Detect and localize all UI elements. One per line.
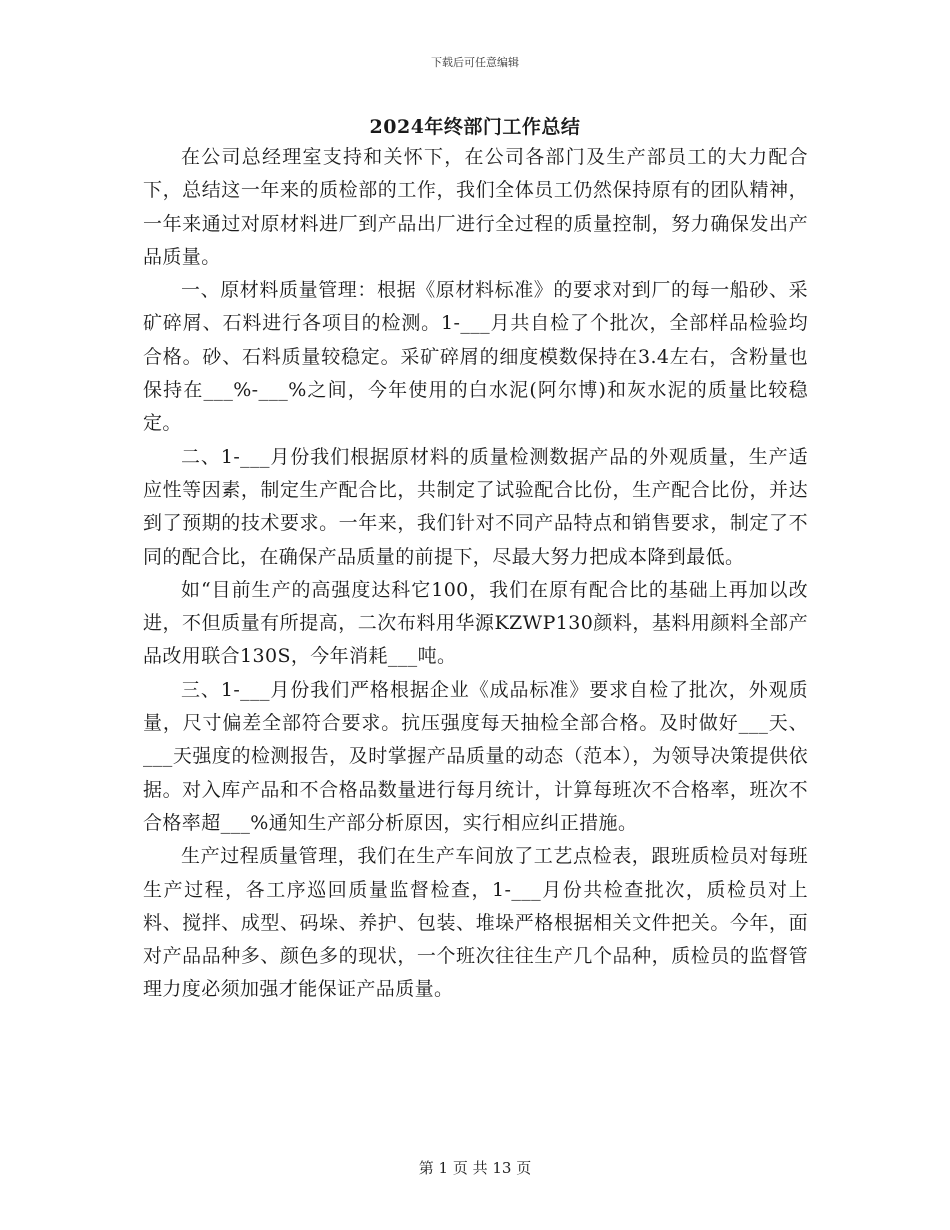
paragraph-raw-materials: 一、原材料质量管理：根据《原材料标准》的要求对到厂的每一船砂、采矿碎屑、石料进行各项目的检测。1-___月共自检了个批次，全部样品检验均合格。砂、石料质量较稳定。采矿碎屑的细度模数保持在3.4左右，含粉量也保持在___%-___%之间，今年使用的白水泥(阿尔博)和灰水泥的质量比较稳定。 <box>143 279 808 435</box>
page-number: 第 1 页 共 13 页 <box>418 1159 532 1177</box>
document-title: 2024年终部门工作总结 <box>369 116 581 138</box>
paragraph-process-control: 生产过程质量管理，我们在生产车间放了工艺点检表，跟班质检员对每班生产过程，各工序巡回质量监督检查，1-___月份共检查批次，质检员对上料、搅拌、成型、码垛、养护、包装、堆垛严格根据相关文件把关。今年，面对产品品种多、颜色多的现状，一个班次往往生产几个品种，质检员的监督管理力度必须加强才能保证产品质量。 <box>143 845 808 1001</box>
paragraph-mix-ratio: 二、1-___月份我们根据原材料的质量检测数据产品的外观质量，生产适应性等因素，制定生产配合比，共制定了试验配合比份，生产配合比份，并达到了预期的技术要求。一年来，我们针对不同产品特点和销售要求，制定了不同的配合比，在确保产品质量的前提下，尽最大努力把成本降到最低。 <box>143 445 808 568</box>
paragraph-finished-products: 三、1-___月份我们严格根据企业《成品标准》要求自检了批次，外观质量，尺寸偏差全部符合要求。抗压强度每天抽检全部合格。及时做好___天、___天强度的检测报告，及时掌握产品质量的动态（范本），为领导决策提供依据。对入库产品和不合格品数量进行每月统计，计算每班次不合格率，班次不合格率超___%通知生产部分析原因，实行相应纠正措施。 <box>143 678 808 834</box>
document-body <box>143 141 808 1007</box>
download-note: 下载后可任意编辑 <box>431 56 519 69</box>
paragraph-example: 如“目前生产的高强度达科它100，我们在原有配合比的基础上再加以改进，不但质量有所提高，二次布料用华源KZWP130颜料，基料用颜料全部产品改用联合130S，今年消耗___吨。 <box>143 578 808 668</box>
paragraph-intro: 在公司总经理室支持和关怀下，在公司各部门及生产部员工的大力配合下，总结这一年来的质检部的工作，我们全体员工仍然保持原有的团队精神，一年来通过对原材料进厂到产品出厂进行全过程的质量控制，努力确保发出产品质量。 <box>143 146 808 268</box>
